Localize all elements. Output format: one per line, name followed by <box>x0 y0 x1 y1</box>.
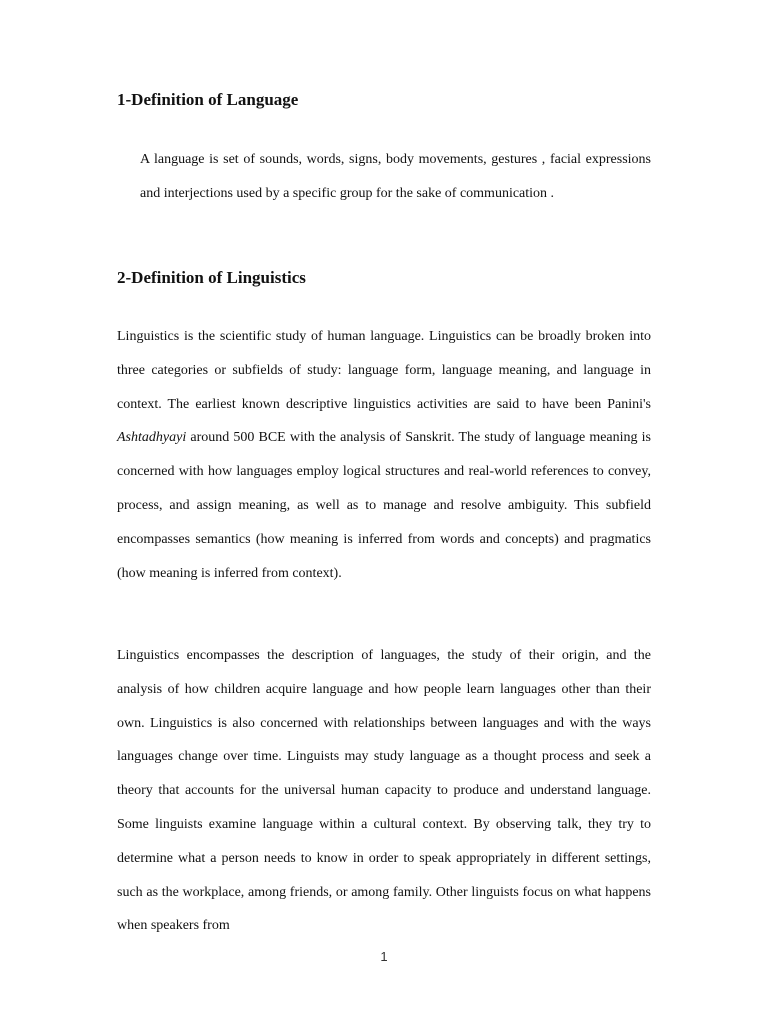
page-number: 1 <box>380 949 388 964</box>
paragraph-linguistics-encompasses: Linguistics encompasses the description of languages, the study of their origin, and the analysis of how children acquire language and how people learn languages other than their own. Linguistics is also concerned with relationships between languages and with the ways languages change over time. Linguists may study language as a thought process and seek a theory that accounts for the universal human capacity to produce and understand language. Some linguists examine language within a cultural context. By observing talk, they try to determine what a person needs to know in order to speak appropriately in different settings, such as the workplace, among friends, or among family. Other linguists focus on what happens when speakers from <box>117 648 651 934</box>
heading-definition-of-language: 1-Definition of Language <box>117 90 299 109</box>
paragraph-text-part2: around 500 BCE with the analysis of Sanskrit. The study of language meaning is concerned with how languages employ logical structures and real-world references to convey, process, and assign meaning, as well as to manage and resolve ambiguity. This subfield encompasses semantics (how meaning is inferred from words and concepts) and pragmatics (how meaning is inferred from context). <box>117 430 651 581</box>
heading-definition-of-linguistics: 2-Definition of Linguistics <box>117 268 306 287</box>
paragraph-text-part1: Linguistics is the scientific study of human language. Linguistics can be broadly broken into three categories or subfields of study: language form, language meaning, and language in context. The earliest known descriptive linguistics activities are said to have been Panini's <box>117 329 651 412</box>
paragraph-language-definition: A language is set of sounds, words, signs, body movements, gestures , facial expressions and interjections used by a specific group for the sake of communication . <box>140 152 651 201</box>
italic-ashtadhyayi: Ashtadhyayi <box>117 430 187 446</box>
